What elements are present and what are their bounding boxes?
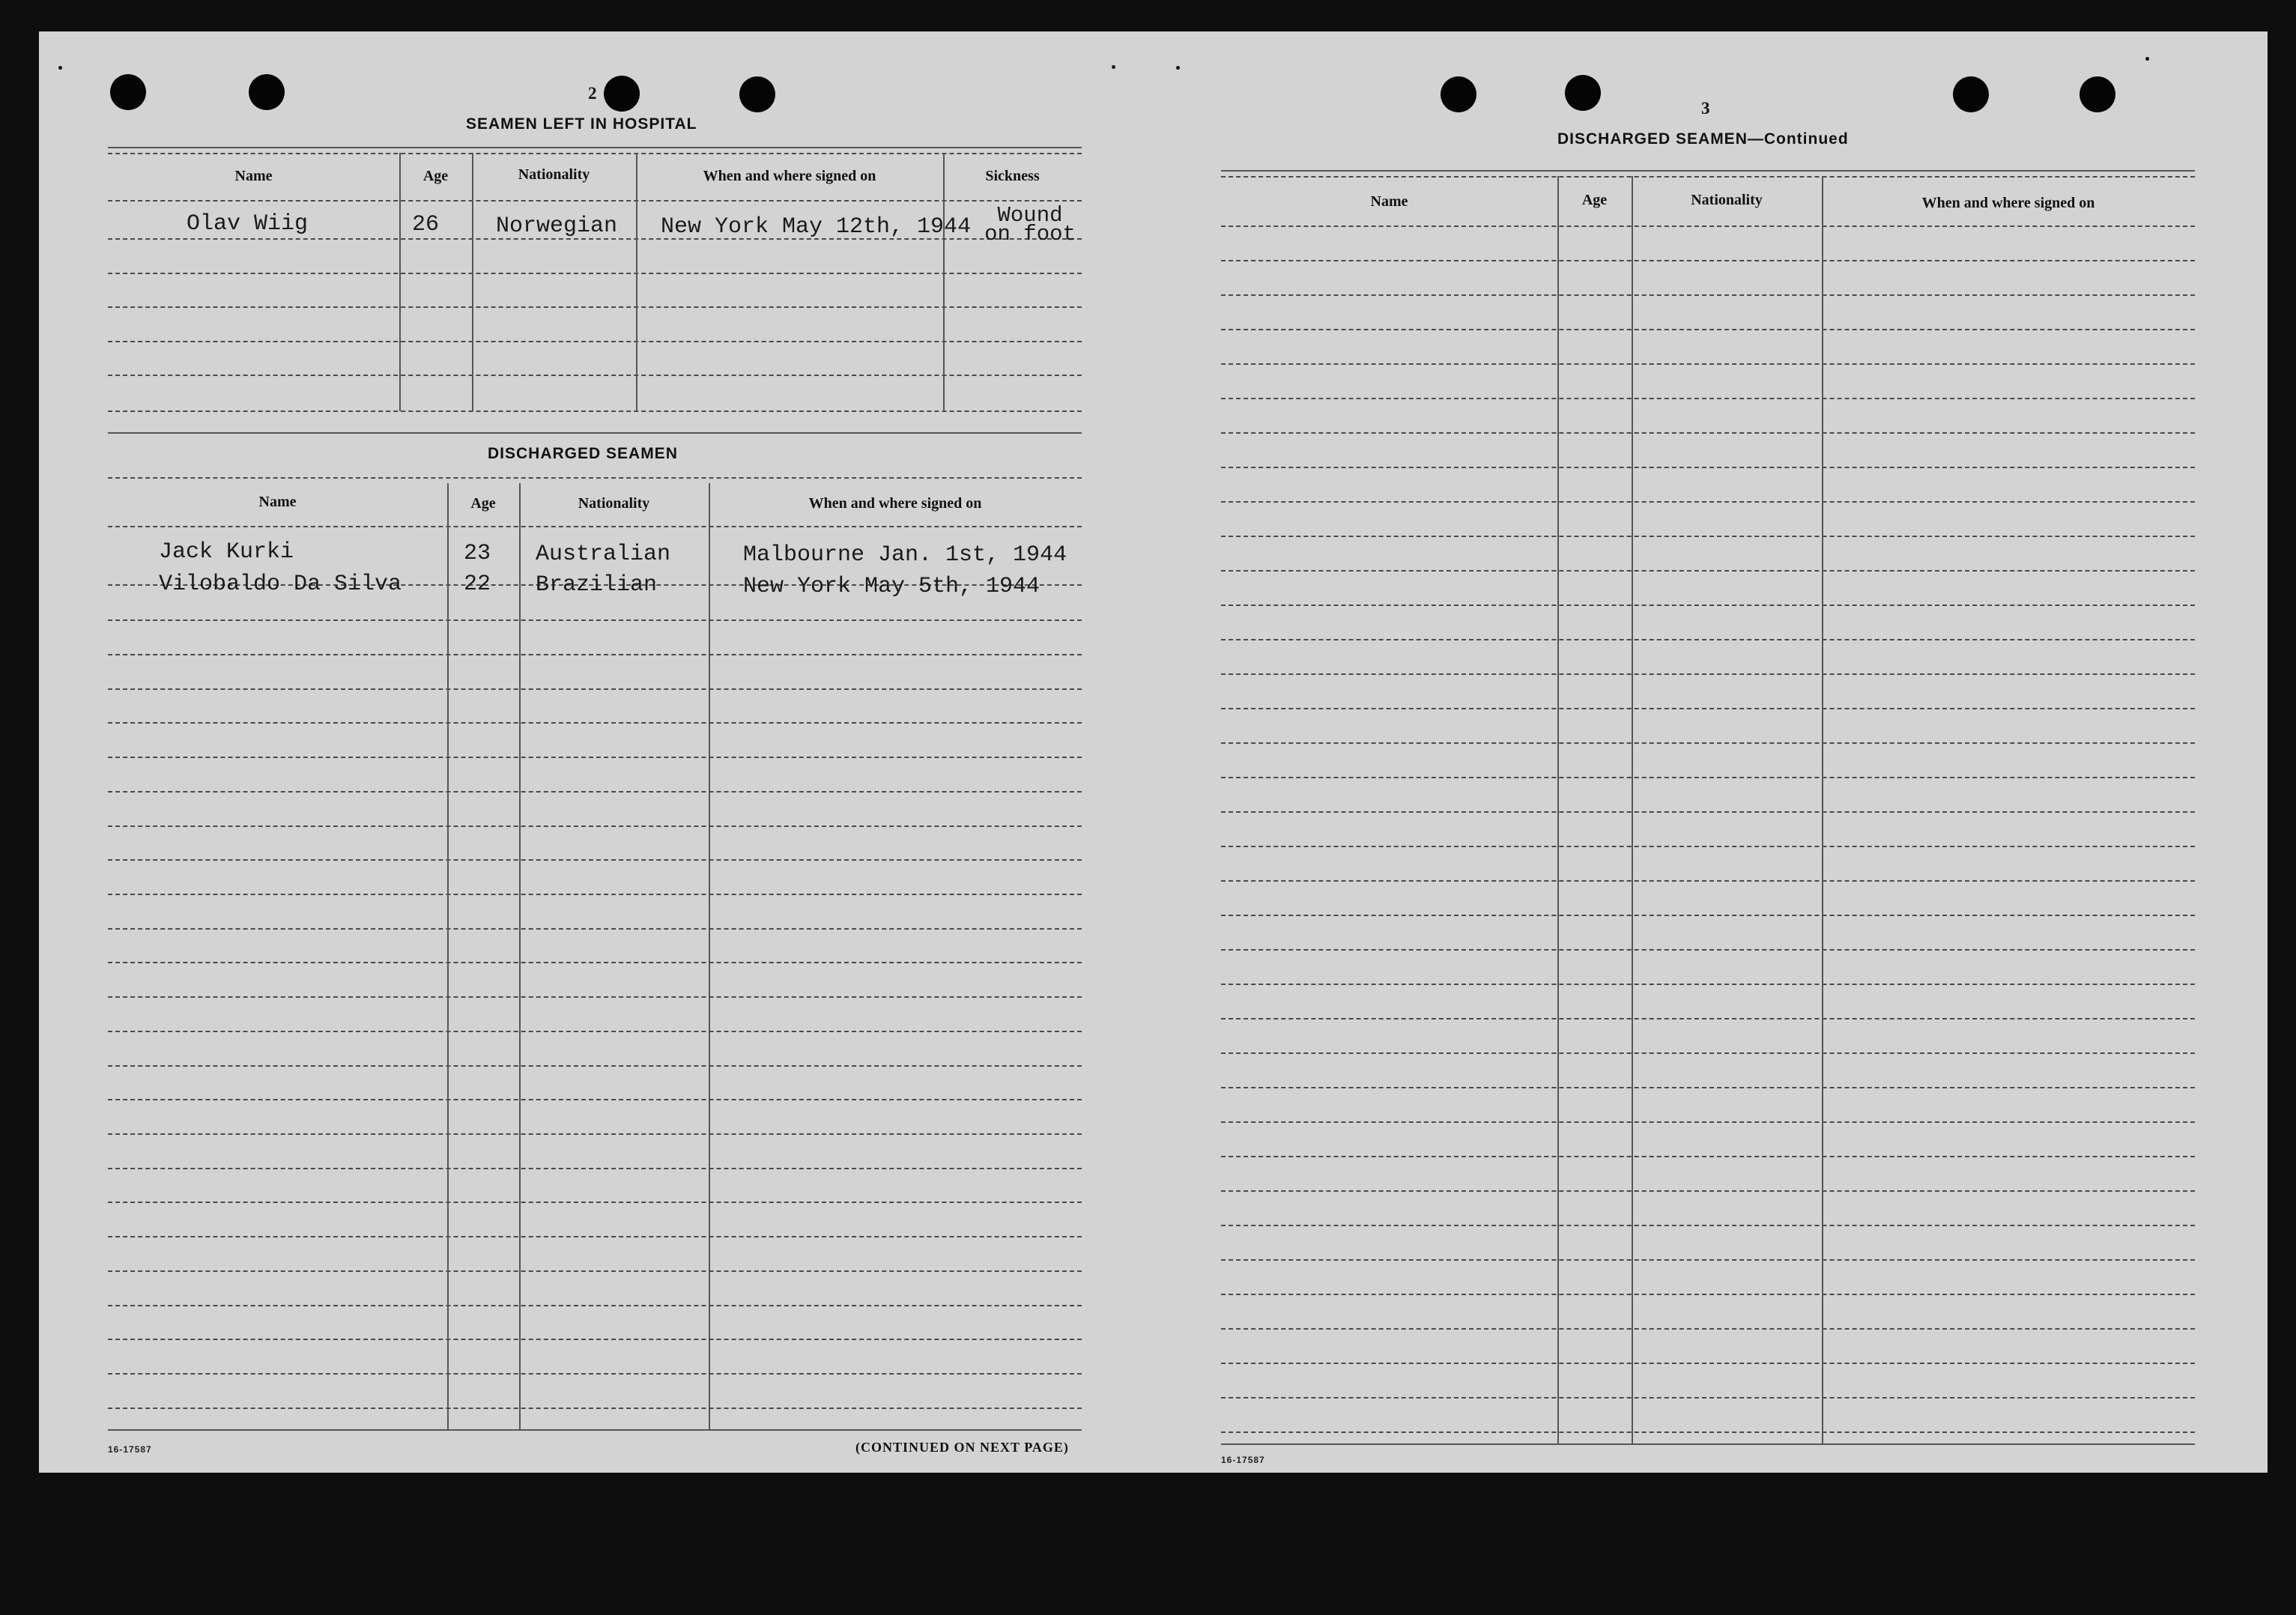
rule <box>1221 501 2195 503</box>
rule <box>1221 1225 2195 1226</box>
rule <box>1221 1190 2195 1192</box>
rule <box>108 1202 1082 1203</box>
rule <box>1221 949 2195 951</box>
rule <box>108 722 1082 724</box>
cell-age: 22 <box>464 572 491 597</box>
rule <box>1221 1443 2195 1445</box>
punch-hole <box>739 76 775 112</box>
punch-hole <box>2080 76 2115 112</box>
rule <box>108 1270 1082 1272</box>
rule <box>1221 708 2195 709</box>
cell-nationality: Norwegian <box>496 213 618 239</box>
rule <box>1221 260 2195 261</box>
rule <box>108 791 1082 793</box>
column-divider <box>447 483 449 1429</box>
rule <box>1221 1431 2195 1433</box>
cell-signed-on: New York May 12th, 1944 <box>661 214 972 240</box>
discharged-section-title: DISCHARGED SEAMEN <box>488 445 678 462</box>
column-divider <box>519 483 521 1429</box>
rule <box>108 273 1082 274</box>
punch-hole <box>1441 76 1476 112</box>
rule <box>1221 742 2195 744</box>
rule <box>1221 1259 2195 1261</box>
rule <box>1221 294 2195 296</box>
rule <box>1221 536 2195 537</box>
rule <box>108 341 1082 342</box>
rule <box>108 688 1082 690</box>
rule <box>1221 170 2195 172</box>
cell-signed-on: Malbourne Jan. 1st, 1944 <box>743 542 1067 568</box>
rule <box>108 1429 1082 1431</box>
rule <box>108 477 1082 479</box>
rule <box>108 147 1082 148</box>
rule <box>108 1168 1082 1169</box>
header-name: Name <box>258 494 297 510</box>
rule <box>1221 811 2195 813</box>
rule <box>1221 1294 2195 1295</box>
rule <box>108 825 1082 827</box>
rule <box>108 375 1082 376</box>
punch-hole <box>249 74 285 110</box>
rule <box>108 1031 1082 1032</box>
rule <box>108 1099 1082 1100</box>
column-divider <box>1557 176 1559 1443</box>
punch-hole <box>604 76 640 112</box>
cell-signed-on: New York May 5th, 1944 <box>743 574 1041 599</box>
column-divider <box>709 483 710 1429</box>
hospital-section-title: SEAMEN LEFT IN HOSPITAL <box>466 115 697 133</box>
cell-sickness: Wound on foot <box>984 203 1076 246</box>
rule <box>108 757 1082 758</box>
punch-hole <box>110 74 146 110</box>
speck <box>2145 57 2149 61</box>
rule <box>108 153 1082 154</box>
rule <box>108 619 1082 621</box>
rule <box>1221 1156 2195 1157</box>
cell-age: 23 <box>464 541 491 566</box>
column-divider <box>1632 176 1633 1443</box>
rule <box>1221 673 2195 675</box>
header-signed-on: When and where signed on <box>808 495 982 512</box>
rule <box>1221 1397 2195 1399</box>
speck <box>1176 66 1180 70</box>
rule <box>1221 777 2195 778</box>
rule <box>108 1305 1082 1306</box>
punch-hole <box>1953 76 1989 112</box>
rule <box>1221 398 2195 399</box>
cell-name: Olav Wiig <box>187 211 309 237</box>
continued-note: (CONTINUED ON NEXT PAGE) <box>855 1440 1069 1455</box>
rule <box>1221 639 2195 640</box>
cell-nationality: Australian <box>536 542 671 567</box>
rule <box>1221 605 2195 606</box>
rule <box>1221 329 2195 330</box>
column-divider <box>472 153 473 411</box>
cell-age: 26 <box>412 212 440 237</box>
rule <box>1221 570 2195 572</box>
punch-hole <box>1565 75 1601 111</box>
header-nationality: Nationality <box>1691 192 1763 208</box>
rule <box>108 526 1082 527</box>
column-divider <box>636 153 637 411</box>
rule <box>108 1339 1082 1340</box>
rule <box>1221 846 2195 847</box>
column-divider <box>399 153 401 411</box>
rule <box>108 432 1082 434</box>
rule <box>1221 363 2195 365</box>
rule <box>1221 467 2195 468</box>
cell-nationality: Brazilian <box>536 572 658 598</box>
rule <box>1221 1363 2195 1364</box>
header-age: Age <box>1581 192 1608 208</box>
cell-name: Jack Kurki <box>159 539 294 565</box>
header-signed-on: When and where signed on <box>1921 195 2095 211</box>
header-name: Name <box>234 168 273 184</box>
rule <box>108 996 1082 998</box>
rule <box>108 1408 1082 1409</box>
rule <box>1221 1121 2195 1123</box>
column-divider <box>1822 176 1823 1443</box>
header-nationality: Nationality <box>518 166 590 183</box>
rule <box>108 654 1082 655</box>
rule <box>108 1065 1082 1067</box>
rule <box>1221 880 2195 882</box>
form-number: 16-17587 <box>1221 1455 1265 1465</box>
rule <box>1221 1087 2195 1088</box>
rule <box>108 1236 1082 1237</box>
rule <box>1221 225 2195 227</box>
rule <box>1221 432 2195 434</box>
speck <box>58 66 62 70</box>
header-nationality: Nationality <box>578 495 650 512</box>
rule <box>1221 915 2195 916</box>
rule <box>108 928 1082 930</box>
rule <box>1221 984 2195 985</box>
rule <box>108 410 1082 412</box>
rule <box>108 859 1082 861</box>
rule <box>1221 176 2195 178</box>
rule <box>1221 1328 2195 1330</box>
form-number: 16-17587 <box>108 1444 152 1455</box>
page-number: 2 <box>588 84 597 103</box>
speck <box>1112 65 1115 69</box>
rule <box>108 962 1082 963</box>
rule <box>108 1133 1082 1135</box>
column-divider <box>943 153 945 411</box>
cell-name: Vilobaldo Da Silva <box>159 572 402 597</box>
document-paper <box>39 31 2268 1473</box>
rule <box>108 894 1082 895</box>
rule <box>1221 1018 2195 1019</box>
rule <box>108 200 1082 202</box>
header-sickness: Sickness <box>985 168 1040 184</box>
header-signed-on: When and where signed on <box>703 168 876 184</box>
rule <box>108 306 1082 308</box>
header-age: Age <box>470 495 496 512</box>
rule <box>108 1373 1082 1375</box>
header-name: Name <box>1370 193 1408 210</box>
discharged-continued-title: DISCHARGED SEAMEN—Continued <box>1557 130 1849 148</box>
rule <box>1221 1052 2195 1054</box>
page-number: 3 <box>1701 99 1710 118</box>
header-age: Age <box>422 168 449 184</box>
